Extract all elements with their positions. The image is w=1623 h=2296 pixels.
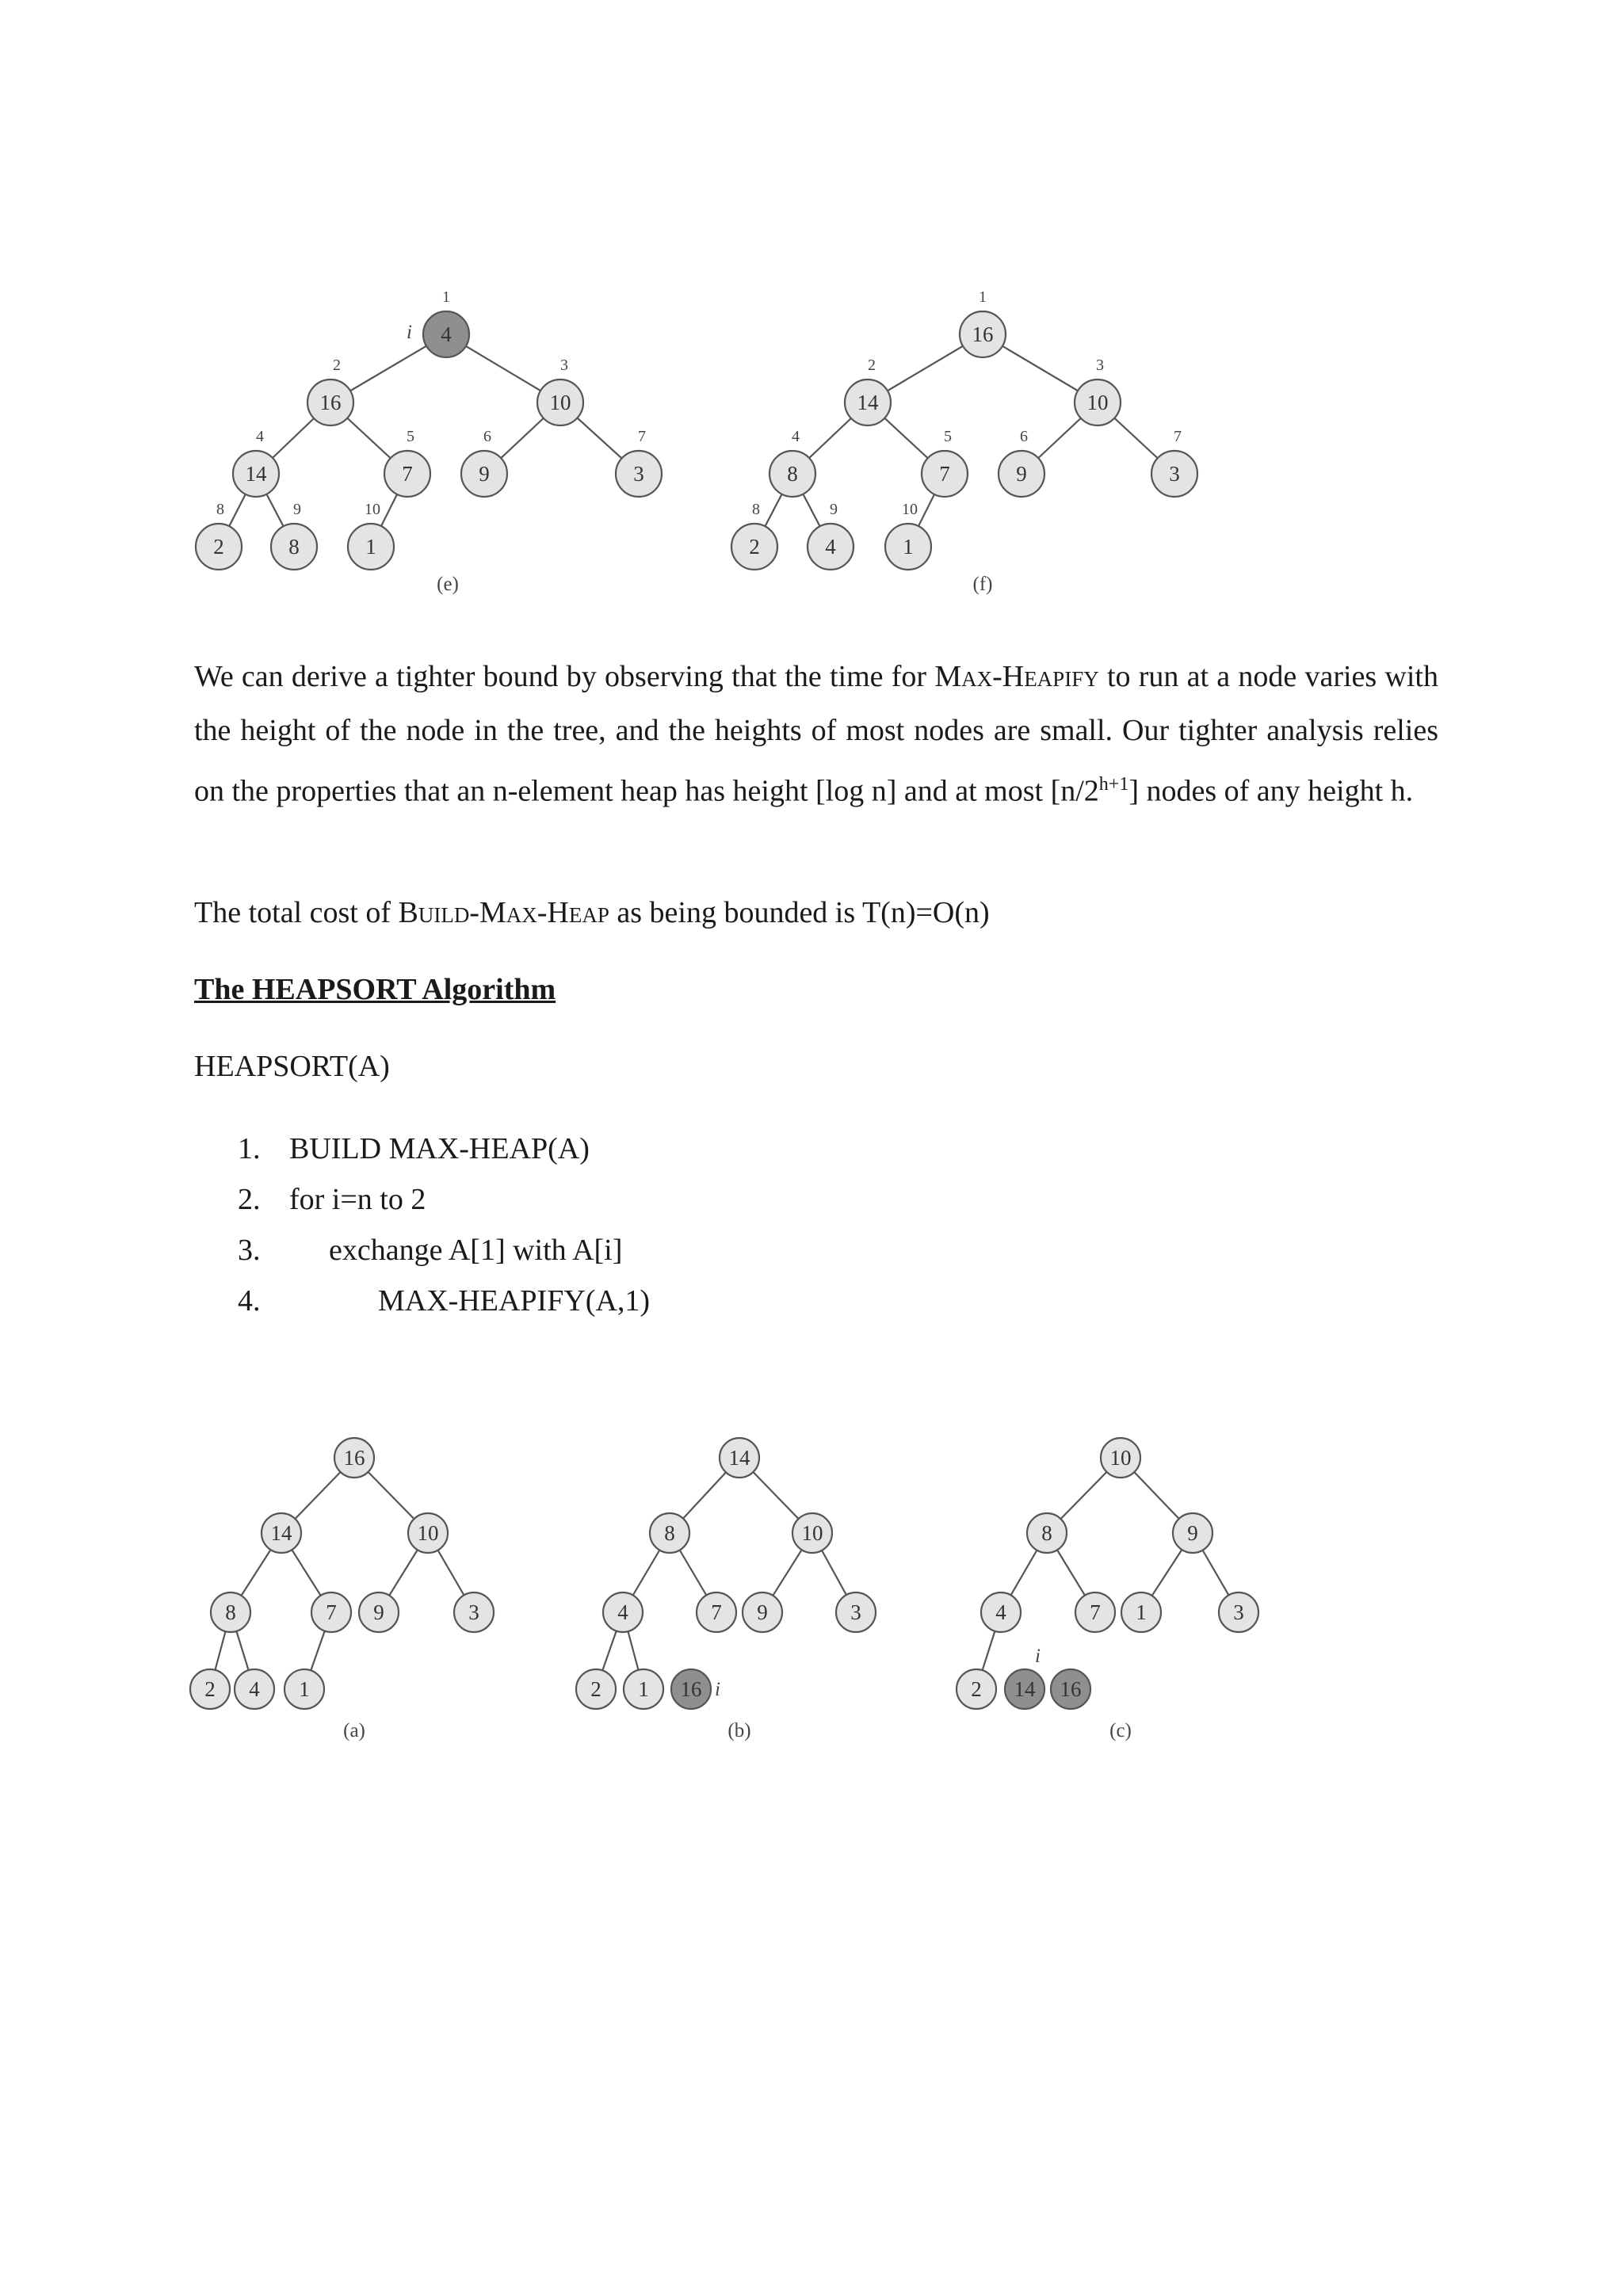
node-key: 16	[972, 322, 994, 346]
node-key: 16	[319, 391, 342, 414]
node-key: 9	[479, 462, 490, 486]
figure-caption: (e)	[437, 574, 459, 595]
node-key: 3	[850, 1600, 861, 1624]
step-number: 3.	[238, 1234, 261, 1267]
cost-statement	[194, 895, 990, 930]
node-index: 10	[365, 501, 380, 518]
node-key: 8	[787, 462, 798, 486]
node-key: 3	[1169, 462, 1180, 486]
figure-caption: (b)	[727, 1720, 751, 1741]
node-index: 6	[1020, 428, 1028, 445]
node-key: 4	[249, 1677, 260, 1701]
node-index: 5	[944, 428, 952, 445]
paragraph-text: to run at a node varies with the height of the node in the tree, and the heights of most nodes are small. Our tighter analysis relies on the properties that an n-element heap has height [log n] and at most [n/2	[194, 660, 1438, 808]
step-text: for i=n to 2	[289, 1183, 426, 1216]
node-key: 8	[1041, 1521, 1052, 1545]
analysis-paragraph	[194, 650, 1438, 818]
node-index: 2	[333, 357, 341, 374]
heap-figure-a	[190, 1438, 494, 1741]
heap-figure-b	[576, 1438, 876, 1741]
node-key: 1	[903, 535, 914, 559]
figure-caption: (f)	[972, 574, 993, 595]
node-index: 9	[293, 501, 301, 518]
node-key: 16	[680, 1677, 702, 1701]
node-index: 3	[1096, 357, 1104, 374]
node-key: 9	[1016, 462, 1027, 486]
pointer-label: i	[1035, 1646, 1041, 1667]
node-key: 2	[590, 1677, 601, 1701]
node-key: 9	[1187, 1521, 1198, 1545]
node-key: 1	[1136, 1600, 1147, 1624]
paragraph-text: as being bounded is T(n)=O(n)	[609, 896, 990, 929]
node-key: 10	[1109, 1446, 1132, 1470]
node-index: 8	[216, 501, 224, 518]
node-key: 10	[1086, 391, 1109, 414]
node-key: 7	[1090, 1600, 1101, 1624]
node-key: 3	[633, 462, 644, 486]
paragraph-text: ] nodes of any height h.	[1128, 774, 1414, 808]
node-key: 7	[711, 1600, 722, 1624]
node-key: 16	[1060, 1677, 1082, 1701]
node-key: 10	[417, 1521, 439, 1545]
superscript: h+1	[1098, 774, 1129, 795]
node-key: 14	[728, 1446, 750, 1470]
step-text: MAX-HEAPIFY(A,1)	[378, 1284, 651, 1318]
step-text: exchange A[1] with A[i]	[329, 1234, 623, 1267]
heap-figure-f	[731, 288, 1197, 595]
node-index: 4	[792, 428, 800, 445]
node-key: 1	[299, 1677, 310, 1701]
pointer-label: i	[407, 322, 412, 343]
node-index: 8	[752, 501, 760, 518]
node-index: 10	[902, 501, 918, 518]
pointer-label: i	[715, 1679, 720, 1700]
bottom-heap-figures	[0, 1410, 1623, 1791]
node-key: 8	[664, 1521, 675, 1545]
step-number: 4.	[238, 1284, 261, 1318]
node-key: 9	[373, 1600, 384, 1624]
node-index: 5	[407, 428, 414, 445]
step-number: 1.	[238, 1132, 261, 1165]
node-key: 2	[749, 535, 760, 559]
figure-caption: (c)	[1109, 1720, 1132, 1741]
heap-figure-e	[196, 288, 662, 595]
function-name: Max-Heapify	[934, 660, 1099, 693]
paragraph-text: We can derive a tighter bound by observing that the time for	[194, 660, 935, 693]
node-key: 4	[441, 322, 452, 346]
node-key: 3	[468, 1600, 479, 1624]
node-key: 16	[343, 1446, 365, 1470]
node-key: 4	[995, 1600, 1006, 1624]
node-key: 10	[801, 1521, 823, 1545]
function-name: Build-Max-Heap	[398, 896, 609, 929]
node-index: 7	[1174, 428, 1182, 445]
node-index: 6	[483, 428, 491, 445]
node-key: 14	[245, 462, 267, 486]
node-index: 7	[638, 428, 646, 445]
node-key: 2	[971, 1677, 982, 1701]
node-key: 7	[326, 1600, 337, 1624]
section-heading: The HEAPSORT Algorithm	[194, 973, 556, 1006]
node-key: 2	[213, 535, 224, 559]
node-key: 7	[402, 462, 413, 486]
top-heap-figures	[0, 0, 1623, 634]
node-index: 3	[560, 357, 568, 374]
node-key: 8	[288, 535, 300, 559]
step-number: 2.	[238, 1183, 261, 1216]
node-key: 14	[857, 391, 879, 414]
paragraph-text: The total cost of	[194, 896, 399, 929]
node-key: 4	[617, 1600, 628, 1624]
node-index: 1	[979, 288, 987, 306]
node-key: 14	[1014, 1677, 1036, 1701]
node-index: 2	[868, 357, 876, 374]
node-key: 1	[365, 535, 376, 559]
node-key: 8	[225, 1600, 236, 1624]
node-key: 9	[757, 1600, 768, 1624]
node-key: 3	[1233, 1600, 1244, 1624]
figure-caption: (a)	[343, 1720, 365, 1741]
node-key: 14	[270, 1521, 292, 1545]
step-text: BUILD MAX-HEAP(A)	[289, 1132, 590, 1165]
heap-figure-c	[957, 1438, 1258, 1741]
node-key: 1	[638, 1677, 649, 1701]
node-key: 2	[204, 1677, 216, 1701]
node-index: 1	[442, 288, 450, 306]
node-key: 10	[549, 391, 571, 414]
node-key: 7	[939, 462, 950, 486]
node-key: 4	[825, 535, 836, 559]
procedure-name: HEAPSORT(A)	[194, 1050, 390, 1083]
node-index: 9	[830, 501, 838, 518]
node-index: 4	[256, 428, 264, 445]
